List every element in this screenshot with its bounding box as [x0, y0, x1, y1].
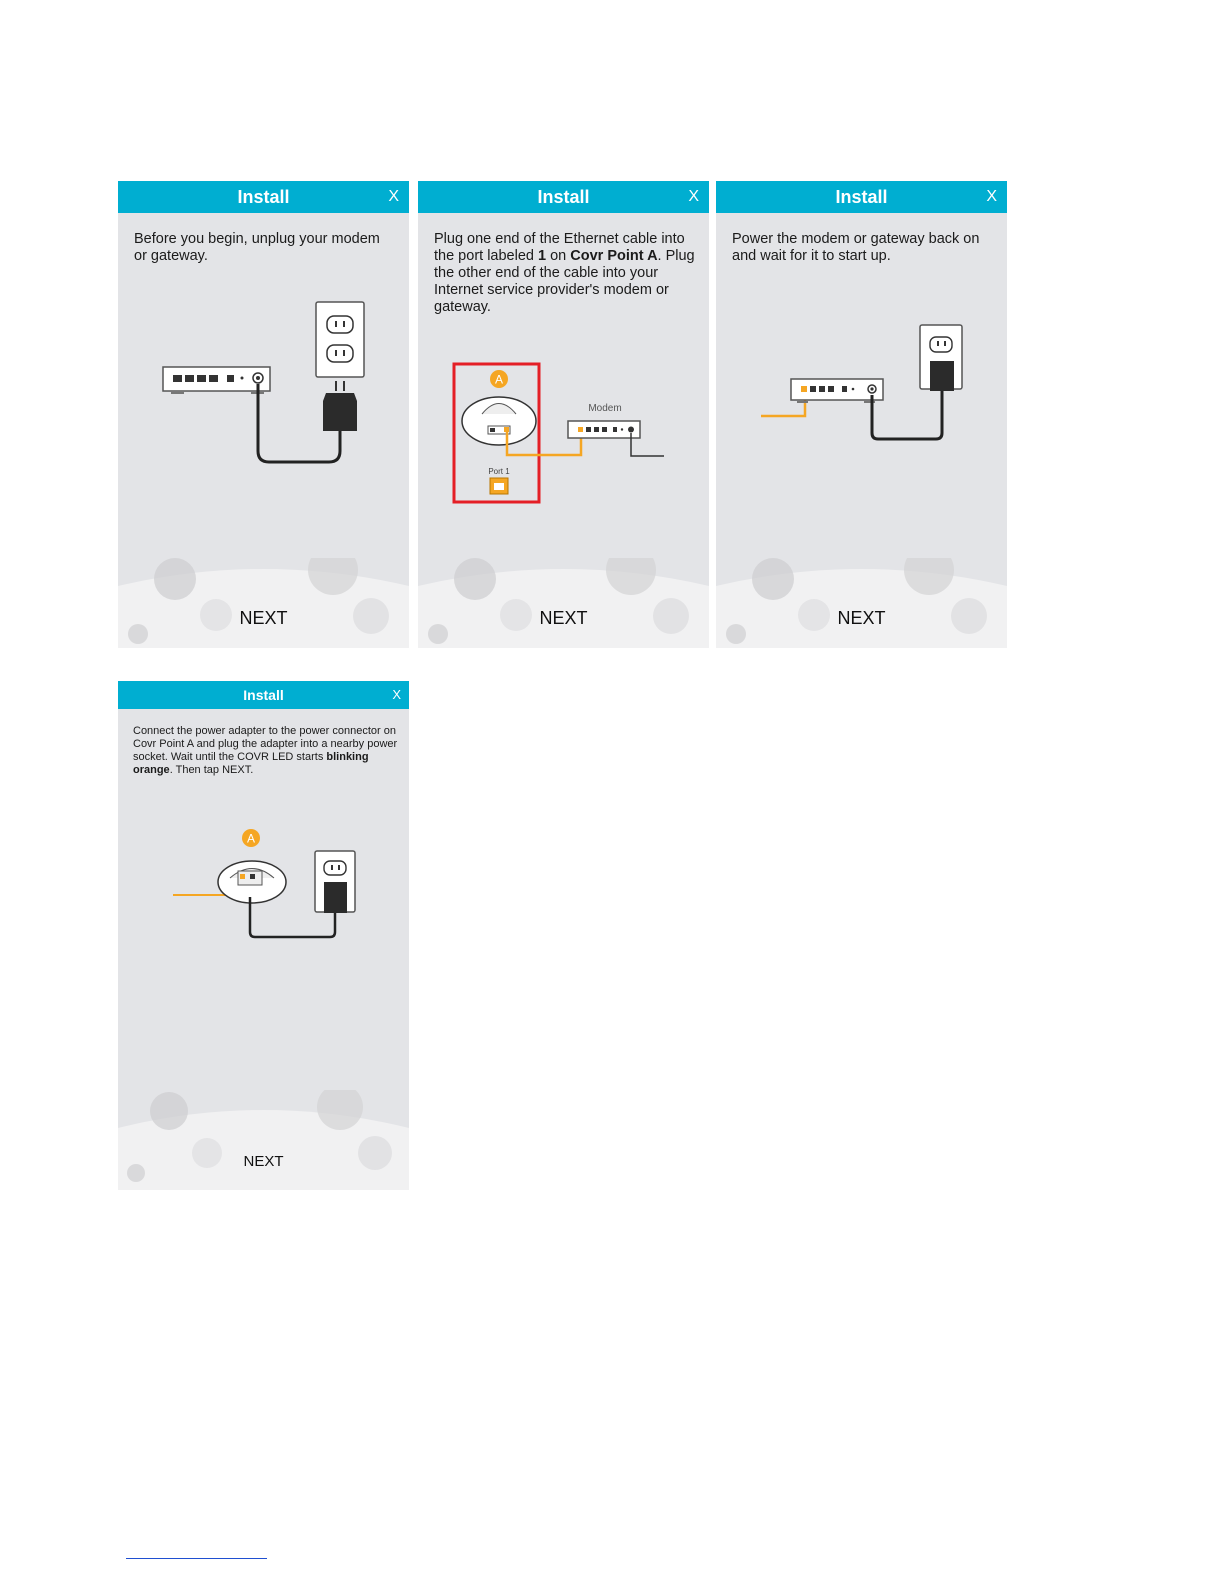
- ethernet-illustration: [418, 181, 709, 581]
- decorative-floor: [716, 558, 1007, 648]
- install-screen-connect-ethernet: [418, 181, 709, 648]
- install-screen-power-covr: [118, 681, 409, 1190]
- wall-outlet-icon: [316, 302, 364, 377]
- instruction-text: Power the modem or gateway back on and wait for it to start up.: [732, 231, 980, 264]
- close-button[interactable]: X: [392, 687, 401, 702]
- install-screen-unplug: [118, 181, 409, 648]
- svg-text:A: A: [494, 372, 504, 387]
- screen-title: Install: [243, 687, 284, 703]
- modem-label: Modem: [588, 403, 622, 414]
- close-button[interactable]: X: [986, 188, 997, 205]
- close-button[interactable]: X: [388, 188, 399, 205]
- modem-icon: [568, 421, 664, 456]
- unplug-illustration: [118, 181, 409, 581]
- instruction-text: Plug one end of the Ethernet cable into the port labeled 1 on Covr Point A. Plug the other end of the cable into your Internet service provider's modem or gateway.: [434, 231, 695, 315]
- install-screen-power-modem: [716, 181, 1007, 648]
- covr-point-icon: [218, 861, 286, 903]
- decorative-floor: [118, 1090, 409, 1190]
- port-label: Port 1: [488, 467, 510, 476]
- power-adapter-icon: [872, 361, 954, 439]
- screen-title: Install: [835, 187, 888, 207]
- next-button[interactable]: NEXT: [837, 608, 886, 628]
- next-button[interactable]: NEXT: [539, 608, 588, 628]
- instruction-text: Before you begin, unplug your modem or gateway.: [134, 231, 380, 264]
- screen-title: Install: [537, 187, 590, 207]
- ethernet-port-icon: [490, 478, 508, 494]
- instruction-text: Connect the power adapter to the power connector on Covr Point A and plug the adapter into a nearby power socket. Wait until the COVR LED starts blinking orange. Then tap NEXT.: [133, 725, 398, 776]
- next-button[interactable]: NEXT: [243, 1153, 284, 1170]
- close-button[interactable]: X: [688, 188, 699, 205]
- footer-underline: [126, 1558, 267, 1559]
- device-badge: [242, 829, 260, 847]
- decorative-floor: [418, 558, 709, 648]
- svg-text:A: A: [246, 831, 256, 846]
- power-adapter-icon: [258, 381, 357, 462]
- router-icon: [163, 367, 270, 393]
- device-badge: [490, 370, 508, 388]
- decorative-floor: [118, 558, 409, 648]
- next-button[interactable]: NEXT: [239, 608, 288, 628]
- power-covr-illustration: [118, 681, 409, 1101]
- screen-title: Install: [237, 187, 290, 207]
- power-on-illustration: [716, 181, 1007, 581]
- covr-point-icon: [462, 397, 536, 445]
- router-icon: [791, 379, 883, 402]
